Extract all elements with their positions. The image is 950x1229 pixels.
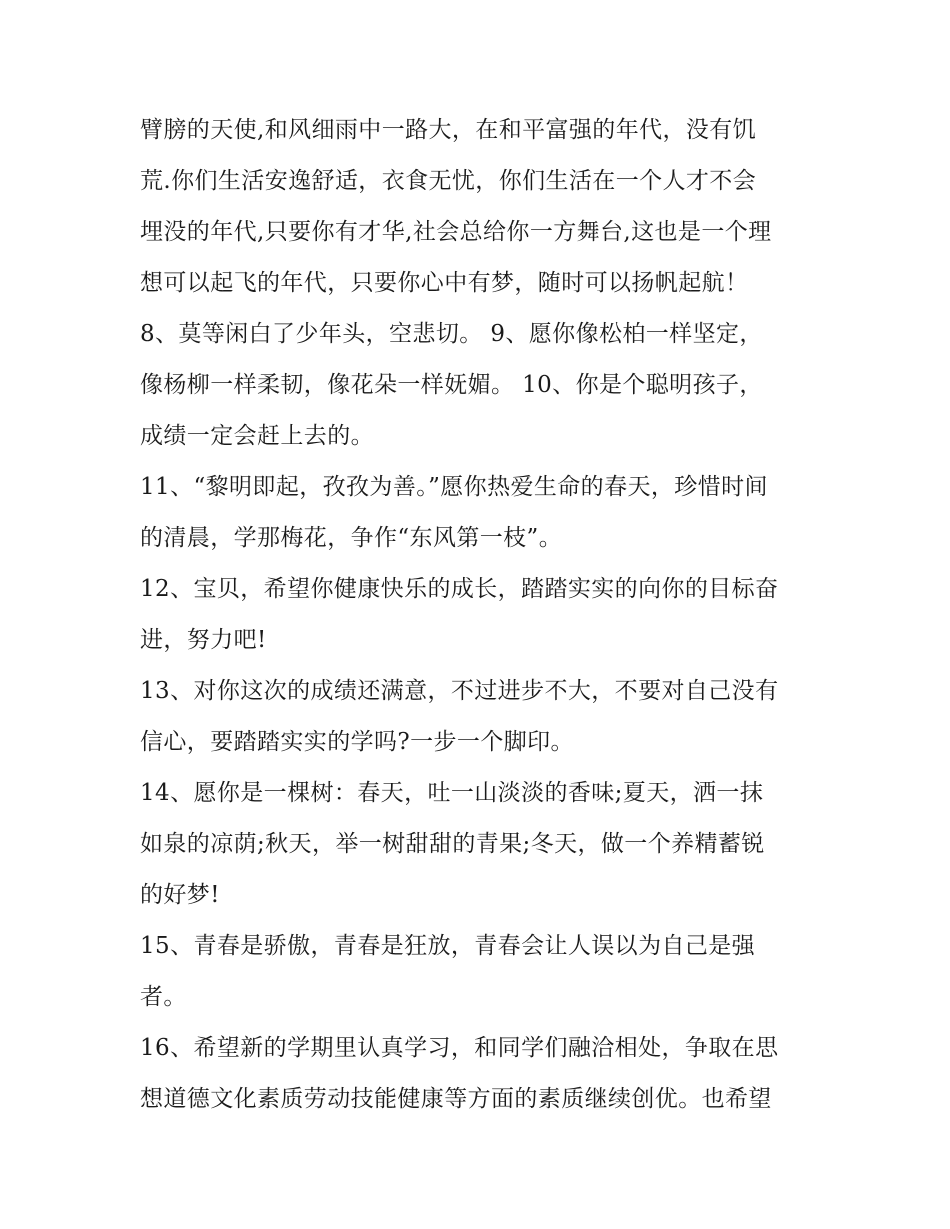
text-line: 16、希望新的学期里认真学习，和同学们融洽相处，争取在思 [140,1035,779,1061]
text-line: 8、莫等闲白了少年头，空悲切。 9、愿你像松柏一样坚定， [140,321,763,347]
text-line: 想道德文化素质劳动技能健康等方面的素质继续创优。也希望 [140,1086,772,1112]
text-line: 进，努力吧! [140,627,267,653]
text-line: 15、青春是骄傲，青春是狂放，青春会让人误以为自己是强 [140,933,756,959]
text-line: 成绩一定会赶上去的。 [140,423,374,449]
body-text [140,105,820,1125]
text-line: 埋没的年代,只要你有才华,社会总给你一方舞台,这也是一个理 [140,219,772,245]
text-line: 14、愿你是一棵树：春天，吐一山淡淡的香味;夏天，洒一抹 [140,780,764,806]
text-line: 想可以起飞的年代，只要你心中有梦，随时可以扬帆起航！ [140,270,749,296]
text-line: 的好梦! [140,882,220,908]
text-line: 12、宝贝，希望你健康快乐的成长，踏踏实实的向你的目标奋 [140,576,779,602]
text-line: 像杨柳一样柔韧，像花朵一样妩媚。 10、你是个聪明孩子， [140,372,763,398]
text-line: 13、对你这次的成绩还满意，不过进步不大，不要对自己没有 [140,678,779,704]
text-line: 臂膀的天使,和风细雨中一路大，在和平富强的年代，没有饥 [140,117,757,143]
text-line: 如泉的凉荫;秋天，举一树甜甜的青果;冬天，做一个养精蓄锐 [140,831,765,857]
text-line: 的清晨，学那梅花，争作“东风第一枝”。 [140,525,563,551]
text-line: 荒.你们生活安逸舒适，衣食无忧，你们生活在一个人才不会 [140,168,757,194]
text-line: 11、“黎明即起，孜孜为善。”愿你热爱生命的春天，珍惜时间 [140,474,768,500]
text-line: 者。 [140,984,187,1010]
text-line: 信心，要踏踏实实的学吗?一步一个脚印。 [140,729,574,755]
